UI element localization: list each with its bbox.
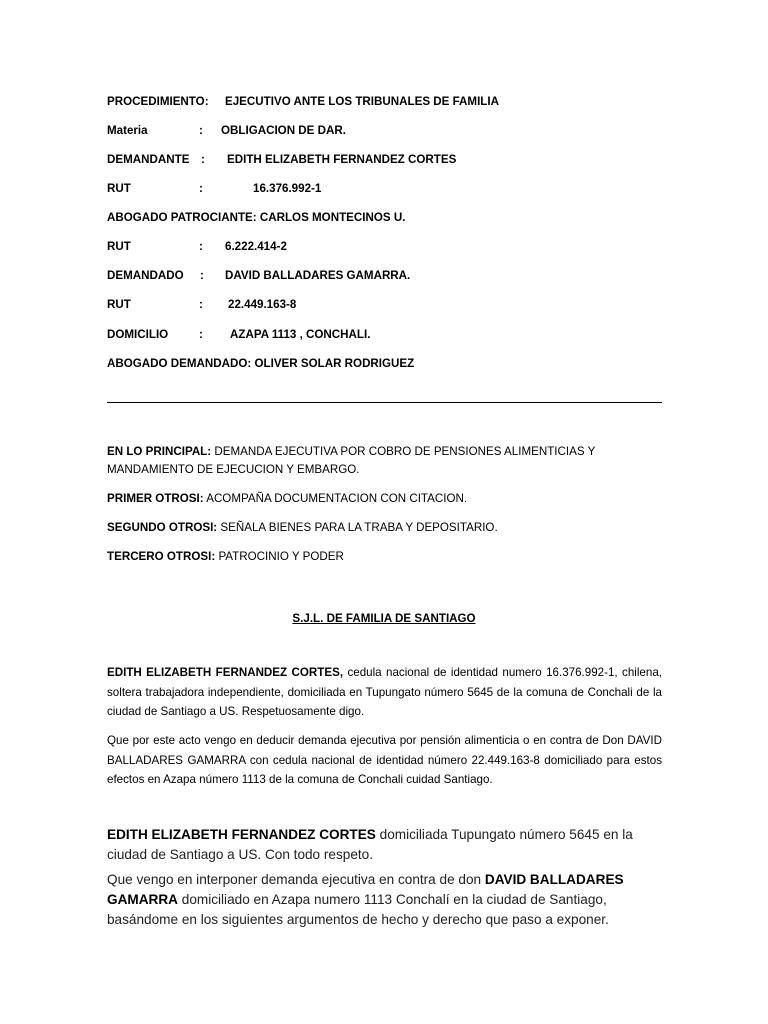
header-key: DEMANDANTE [107, 153, 190, 166]
header-value: AZAPA 1113 , CONCHALI. [230, 328, 371, 341]
summary-label: TERCERO OTROSI: [107, 550, 216, 563]
horizontal-rule [107, 402, 662, 403]
summary-text: PATROCINIO Y PODER [215, 550, 344, 563]
summary-label: EN LO PRINCIPAL: [107, 445, 212, 458]
paragraph-comparecencia [107, 663, 662, 722]
header-colon: : [199, 240, 203, 253]
paragraph-interposicion [107, 870, 662, 930]
header-value: EJECUTIVO ANTE LOS TRIBUNALES DE FAMILIA [225, 95, 499, 108]
paragraph-text: cedula nacional de identidad numero 16.376.992-1, chilena, soltera trabajadora independiente, domiciliada en Tupungato número 5645 de la comuna de Conchali de la ciudad de Santiago a US. Respetuosamente digo. [107, 666, 662, 718]
paragraph-text: Que por este acto vengo en deducir demanda ejecutiva por pensión alimenticia o en contra de Don DAVID BALLADARES GAMARRA con cedula nacional de identidad número 22.449.163-8 domiciliado para estos efectos en Azapa número 1113 de la comuna de Conchali cuidad Santiago. [107, 734, 662, 786]
summary-segundo-otrosi [107, 519, 667, 537]
header-value: 22.449.163-8 [228, 298, 297, 311]
header-key: DOMICILIO [107, 328, 169, 341]
summary-label: PRIMER OTROSI: [107, 492, 204, 505]
header-key: Materia [107, 124, 148, 137]
header-key: RUT [107, 240, 131, 253]
header-colon: : [201, 153, 205, 166]
header-colon: : [199, 298, 203, 311]
party-name: DAVID BALLADARES GAMARRA [107, 872, 624, 907]
header-value: EDITH ELIZABETH FERNANDEZ CORTES [227, 153, 457, 166]
header-key: RUT [107, 298, 131, 311]
paragraph-text: domiciliada Tupungato número 5645 en la ciudad de Santiago a US. Con todo respeto. [107, 827, 633, 862]
header-colon: : [200, 269, 204, 282]
header-colon: : [199, 182, 203, 195]
summary-text: SEÑALA BIENES PARA LA TRABA Y DEPOSITARIO. [217, 521, 498, 534]
header-value: OBLIGACION DE DAR. [221, 124, 346, 137]
paragraph-domicilio [107, 825, 662, 865]
header-key: PROCEDIMIENTO: [107, 95, 209, 108]
summary-tercero-otrosi [107, 548, 667, 566]
summary-primer-otrosi [107, 490, 667, 508]
header-key: ABOGADO PATROCIANTE: CARLOS MONTECINOS U. [107, 211, 406, 224]
summary-text: DEMANDA EJECUTIVA POR COBRO DE PENSIONES ALIMENTICIAS Y MANDAMIENTO DE EJECUCION Y EMBARGO. [107, 445, 596, 476]
header-value: 16.376.992-1 [253, 182, 322, 195]
header-colon: : [199, 328, 203, 341]
summary-principal [107, 443, 667, 479]
header-key: RUT [107, 182, 131, 195]
court-heading: S.J.L. DE FAMILIA DE SANTIAGO [292, 612, 476, 625]
header-value: 6.222.414-2 [225, 240, 287, 253]
header-key: DEMANDADO [107, 269, 184, 282]
paragraph-text: domiciliado en Azapa numero 1113 Conchalí en la ciudad de Santiago, basándome en los siguientes argumentos de hecho y derecho que paso a exponer. [107, 892, 609, 927]
header-value: DAVID BALLADARES GAMARRA. [225, 269, 411, 282]
party-name: EDITH ELIZABETH FERNANDEZ CORTES, [107, 666, 344, 679]
party-name: EDITH ELIZABETH FERNANDEZ CORTES [107, 827, 376, 842]
paragraph-demanda [107, 731, 662, 790]
header-colon: : [199, 124, 203, 137]
summary-label: SEGUNDO OTROSI: [107, 521, 218, 534]
summary-text: ACOMPAÑA DOCUMENTACION CON CITACION. [203, 492, 468, 505]
paragraph-text: Que vengo en interponer demanda ejecutiva en contra de don [107, 872, 485, 887]
header-key: ABOGADO DEMANDADO: OLIVER SOLAR RODRIGUEZ [107, 357, 415, 370]
